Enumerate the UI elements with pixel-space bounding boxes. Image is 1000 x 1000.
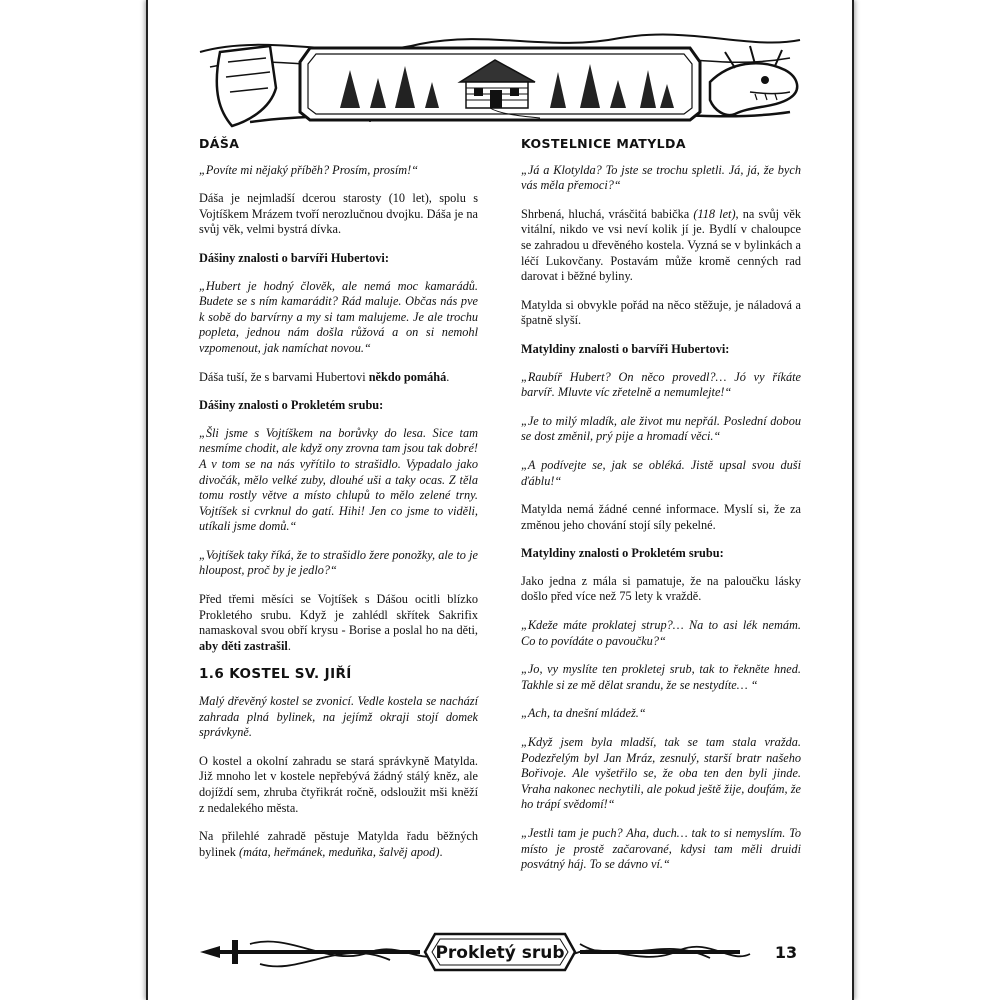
- paragraph: [521, 207, 801, 285]
- subheading: Matyldiny znalosti o barvíři Hubertovi:: [521, 341, 730, 356]
- quote: „Jestli tam je puch? Aha, duch… tak to si nemyslím. To místo je prostě začarované, kdysi tam měli druidi posvátný háj. To se dávno ví.“: [521, 826, 801, 872]
- paragraph: Jako jedna z mála si pamatuje, že na paloučku lásky došlo před více než 75 lety k vraždě.: [521, 573, 801, 604]
- quote: „A podívejte se, jak se obléká. Jistě upsal svou duši ďáblu!“: [521, 457, 801, 488]
- paragraph: [199, 829, 478, 860]
- quote: „Ach, ta dnešní mládež.“: [521, 706, 646, 721]
- moon-icon: [754, 936, 770, 968]
- text-run: Dáša tuší, že s barvami Hubertovi: [199, 369, 369, 384]
- quote: „Raubíř Hubert? On něco provedl?… Jó vy říkáte barvíř. Mluvte víc zřetelně a nemumlejte!“: [521, 369, 801, 400]
- quote: „Když jsem byla mladší, tak se tam stala vražda. Podezřelým byl Jan Mráz, zesnulý, starší bratr našeho Bořivoje. Ale vyšetřilo se, že oba ten den byli jinde. Vraha nakonec nechytili, ale pokud ještě žije, doufám, že ho trápí svědomí!“: [521, 735, 801, 812]
- quote: „Já a Klotylda? To jste se trochu spletli. Já, já, že bych vás měla přemoci?“: [521, 162, 801, 193]
- subheading: Dášiny znalosti o barvíři Hubertovi:: [199, 250, 389, 265]
- paragraph: [199, 592, 478, 654]
- page-edge-right: [852, 0, 854, 1000]
- footer-title: Prokletý srub: [435, 943, 565, 963]
- right-column: [521, 132, 801, 886]
- section-heading-matylda: KOSTELNICE MATYLDA: [521, 136, 686, 151]
- bold-text: aby děti zastrašil: [199, 638, 288, 653]
- shield-emblem: [217, 46, 276, 126]
- text-run: .: [439, 844, 443, 859]
- italic-text: (máta, heřmánek, meduňka, šalvěj apod): [238, 844, 440, 859]
- paragraph: [199, 370, 478, 386]
- subheading: Matyldiny znalosti o Prokletém srubu:: [521, 546, 724, 561]
- text-run: , na svůj věk vitální, nikdo ve vsi neví kolik jí je. Bydlí v chaloupce se zahradou u dřevěného kostela. Vyzná se v bylinkách a léčí Lukovčany. Postavám může kromě cenných rad darovat i běžné byliny.: [521, 206, 801, 284]
- section-heading-kostel: 1.6 KOSTEL SV. JIŘÍ: [199, 666, 352, 683]
- quote: Malý dřevěný kostel se zvonicí. Vedle kostela se nachází zahrada plná bylinek, na jejímž okraji stojí domek správkyně.: [199, 694, 478, 740]
- section-heading-dasa: DÁŠA: [199, 136, 240, 151]
- paragraph: Dáša je nejmladší dcerou starosty (10 let), spolu s Vojtíškem Mrázem tvoří nerozlučnou dvojku. Dáša je na svůj věk, velmi bystrá dívka.: [199, 191, 478, 237]
- quote: „Vojtíšek taky říká, že to strašidlo žere ponožky, ale to je hloupost, proč by je jedlo?“: [199, 547, 478, 578]
- dragon-head: [710, 46, 797, 115]
- text-run: Shrbená, hluchá, vrásčitá babička: [521, 206, 694, 221]
- page-number: 13: [774, 943, 798, 962]
- paragraph: Matylda si obvykle pořád na něco stěžuje, je náladová a špatně slyší.: [521, 297, 801, 328]
- text-run: Před třemi měsíci se Vojtíšek s Dášou ocitli blízko Prokletého srubu. Když je zahlédl skřítek Sakrifix namaskoval svou obří krysu - Borise a poslal ho na děti,: [199, 592, 478, 638]
- quote: „Jo, vy myslíte ten prokletej srub, tak to řekněte hned. Takhle si ze mě dělat srandu, že se nestydíte… “: [521, 662, 801, 692]
- quote: „Šli jsme s Vojtíškem na borůvky do lesa. Sice tam nesmíme chodit, ale když ony zrovna tam jsou tak dobré! A v tom se na nás vyřítilo to strašidlo. Vypadalo jako divočák, mělo velké zuby, dlouhé uši a taky ocas. Z těla tomu rostly větve a místo chlupů to mělo zelené trny. Vojtíšek si cvrknul do gatí. Hihi! Jen co jsme to viděli, utíkali jsme domů.“: [199, 425, 478, 534]
- text-run: .: [446, 369, 450, 384]
- text-run: .: [287, 638, 291, 653]
- quote: „Hubert je hodný člověk, ale nemá moc kamarádů. Budete se s ním kamarádit? Rád maluje. Občas nás pve k sobě do barvírny a my si tam malujeme. Je ale trochu popleta, jednou nám došla růžová a on si nemohl vzpomenout, jak namíchat novou.“: [199, 278, 478, 355]
- paragraph: O kostel a okolní zahradu se stará správkyně Matylda. Již mnoho let v kostele nepřebývá žádný stálý kněz, ale dojíždí sem, zhruba čtyřikrát ročně, odsloužit mši kněží z nedalekého města.: [199, 753, 478, 815]
- bold-text: někdo pomáhá: [368, 369, 447, 384]
- text-run: Na přilehlé zahradě pěstuje Matylda řadu běžných bylinek: [199, 829, 478, 859]
- quote: „Je to milý mladík, ale život mu nepřál. Poslední dobou se dost změnil, prý pije a hromadí věci.“: [521, 413, 801, 444]
- quote: „Povíte mi nějaký příběh? Prosím, prosím!“: [199, 162, 419, 177]
- italic-text: (118 let): [693, 206, 736, 221]
- subheading: Dášiny znalosti o Prokletém srubu:: [199, 398, 384, 413]
- paragraph: Matylda nemá žádné cenné informace. Myslí si, že za změnou jeho chování stojí síly pekelné.: [521, 502, 801, 532]
- quote: „Kdeže máte proklatej strup?… Na to asi lék nemám. Co to povídáte o pavoučku?“: [521, 618, 801, 648]
- page-edge-left: [146, 0, 148, 1000]
- left-column: [199, 132, 478, 873]
- header-illustration: [190, 22, 810, 134]
